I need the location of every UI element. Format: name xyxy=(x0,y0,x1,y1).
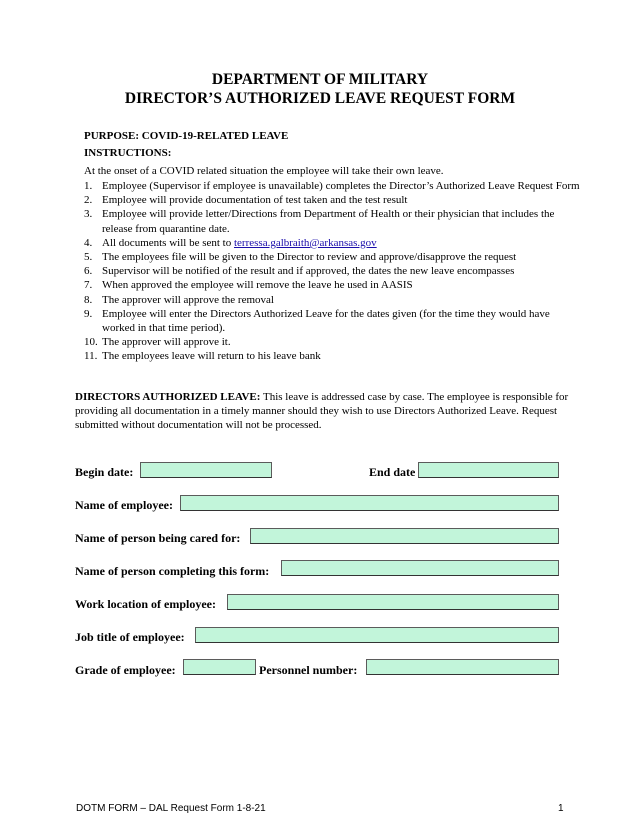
instruction-step xyxy=(84,349,584,363)
instruction-step xyxy=(84,250,584,264)
completing-field[interactable] xyxy=(281,560,559,576)
begin-date-label: Begin date: xyxy=(75,465,134,479)
step-number: 4. xyxy=(84,236,93,249)
employee-name-field[interactable] xyxy=(180,495,559,511)
email-link[interactable]: terressa.galbraith@arkansas.gov xyxy=(233,236,377,249)
cared-for-label: Name of person being cared for: xyxy=(75,531,241,545)
instructions-heading: INSTRUCTIONS: xyxy=(84,147,172,159)
dal-paragraph xyxy=(75,390,587,432)
step-number: 9. xyxy=(84,307,93,320)
instruction-step xyxy=(84,193,584,207)
step-number: 3. xyxy=(84,208,93,221)
instruction-step xyxy=(84,293,584,307)
title-line-1: DEPARTMENT OF MILITARY xyxy=(211,71,429,88)
step-number: 8. xyxy=(84,293,93,306)
step-number: 11. xyxy=(84,350,98,363)
step-text: When approved the employee will remove the leave he used in AASIS xyxy=(102,279,413,292)
personnel-number-field[interactable] xyxy=(366,659,559,675)
step-text: The employees leave will return to his leave bank xyxy=(102,350,321,363)
end-date-field[interactable] xyxy=(418,462,559,478)
work-location-label: Work location of employee: xyxy=(75,597,216,611)
job-title-field[interactable] xyxy=(195,627,559,643)
step-text: Employee will provide documentation of test taken and the test result xyxy=(102,194,408,207)
instruction-step xyxy=(84,307,584,335)
step-number: 1. xyxy=(84,180,93,192)
instruction-step xyxy=(84,179,584,193)
step-text: The approver will approve it. xyxy=(102,336,231,349)
step-text: The employees file will be given to the Director to review and approve/disapprove the request xyxy=(102,251,517,264)
purpose-heading: PURPOSE: COVID-19-RELATED LEAVE xyxy=(84,130,289,142)
instruction-step xyxy=(84,335,584,349)
step-number: 10. xyxy=(84,336,98,349)
step-text: Employee will provide letter/Directions from Department of Health or their physician that includes the release from quarantine date. xyxy=(102,208,555,235)
step-text: Employee will enter the Directors Authorized Leave for the dates given (for the time they would have worked in that time period). xyxy=(102,307,550,335)
step-number: 5. xyxy=(84,251,93,264)
grade-field[interactable] xyxy=(183,659,256,675)
end-date-label: End date xyxy=(369,465,416,479)
title-line-2: DIRECTOR’S AUTHORIZED LEAVE REQUEST FORM xyxy=(124,90,516,107)
grade-label: Grade of employee: xyxy=(75,663,176,677)
begin-date-field[interactable] xyxy=(140,462,272,478)
instructions-intro: At the onset of a COVID related situation the employee will take their own leave. xyxy=(84,165,444,177)
step-number: 7. xyxy=(84,279,93,292)
completing-label: Name of person completing this form: xyxy=(75,564,270,578)
dal-label: DIRECTORS AUTHORIZED LEAVE: xyxy=(75,391,261,403)
step-text: The approver will approve the removal xyxy=(102,293,274,306)
step-number: 2. xyxy=(84,194,93,207)
footer-page-number: 1 xyxy=(558,803,564,814)
step-text: All documents will be sent to xyxy=(102,236,234,249)
dal-text: This leave is addressed case by case. The employee is responsible for providing all documentation in a timely manner should they wish to use Directors Authorized Leave. Request submitted without documentation will not be processed. xyxy=(75,391,569,431)
instruction-step xyxy=(84,207,584,235)
instruction-step xyxy=(84,278,584,292)
instructions-list xyxy=(84,179,584,364)
step-number: 6. xyxy=(84,265,93,278)
instruction-step xyxy=(84,264,584,278)
employee-name-label: Name of employee: xyxy=(75,498,173,512)
footer-form-id: DOTM FORM – DAL Request Form 1-8-21 xyxy=(76,803,266,814)
work-location-field[interactable] xyxy=(227,594,559,610)
personnel-number-label: Personnel number: xyxy=(259,663,358,677)
step-text: Supervisor will be notified of the result and if approved, the dates the new leave encompasses xyxy=(102,265,515,278)
job-title-label: Job title of employee: xyxy=(75,630,185,644)
cared-for-field[interactable] xyxy=(250,528,559,544)
step-text: Employee (Supervisor if employee is unavailable) completes the Director’s Authorized Leave Request Form xyxy=(102,180,580,192)
instruction-step xyxy=(84,236,584,250)
